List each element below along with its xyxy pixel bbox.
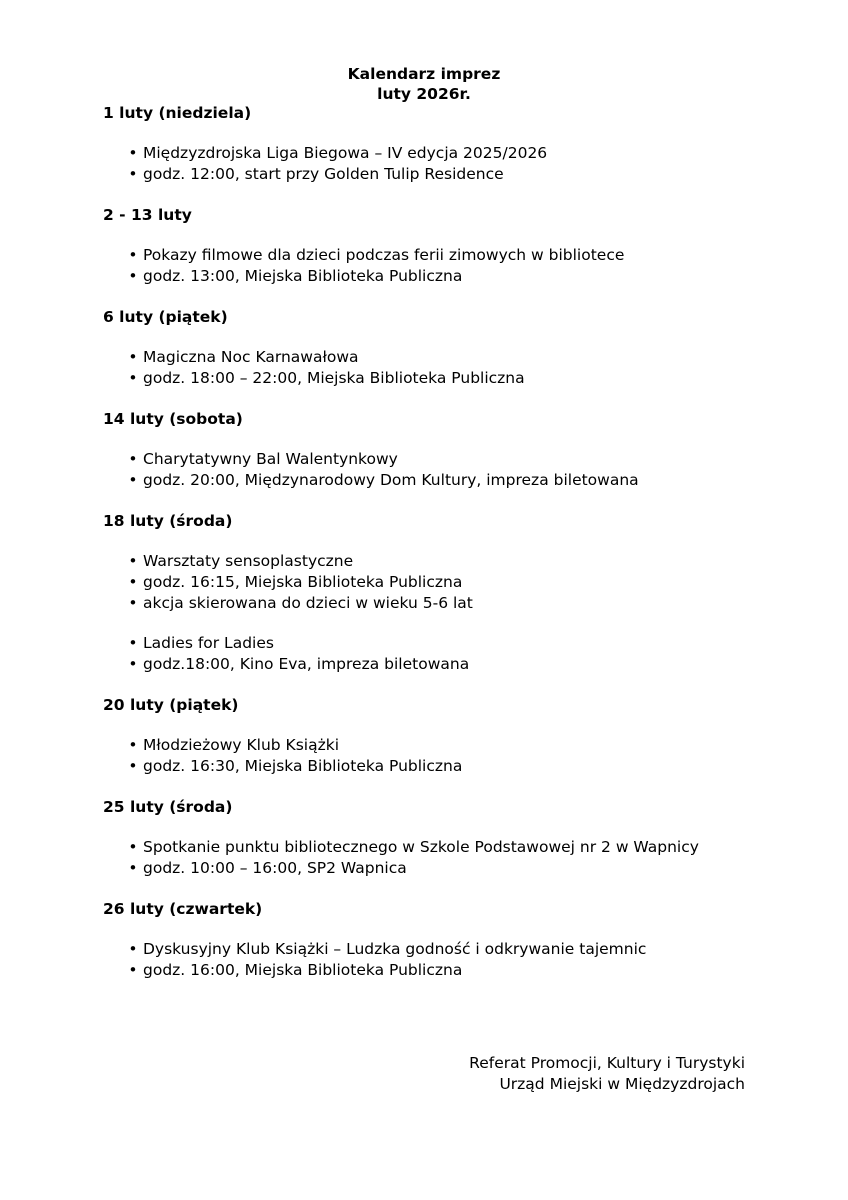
footer-signature: [469, 1053, 745, 1095]
event-detail: [103, 470, 803, 491]
footer-line-2: Urząd Miejski w Międzyzdrojach: [499, 1075, 745, 1093]
date-heading: 1 luty (niedziela): [103, 104, 252, 122]
date-section: [103, 510, 803, 675]
event-detail: [103, 837, 803, 858]
bullet-icon: •: [128, 450, 138, 468]
date-section: [103, 898, 803, 981]
event-detail: [103, 633, 803, 654]
bullet-icon: •: [128, 165, 138, 183]
date-heading: 26 luty (czwartek): [103, 900, 263, 918]
bullet-icon: •: [128, 655, 138, 673]
event-detail: [103, 245, 803, 266]
event-list: [103, 347, 803, 389]
title-line-2: luty 2026r.: [377, 85, 471, 103]
bullet-icon: •: [128, 961, 138, 979]
event-detail-text: godz. 10:00 – 16:00, SP2 Wapnica: [143, 859, 407, 877]
date-heading: 20 luty (piątek): [103, 696, 239, 714]
date-heading: 2 - 13 luty: [103, 206, 192, 224]
bullet-icon: •: [128, 348, 138, 366]
event-list: [103, 551, 803, 614]
event-list: [103, 449, 803, 491]
event-detail: [103, 858, 803, 879]
event-detail-text: Warsztaty sensoplastyczne: [143, 552, 354, 570]
bullet-icon: •: [128, 267, 138, 285]
event-detail-text: Dyskusyjny Klub Książki – Ludzka godność i odkrywanie tajemnic: [143, 940, 647, 958]
bullet-icon: •: [128, 736, 138, 754]
bullet-icon: •: [128, 757, 138, 775]
event-detail: [103, 347, 803, 368]
event-calendar: [103, 102, 803, 1000]
date-section: [103, 102, 803, 185]
event-list: [103, 245, 803, 287]
event-detail-text: Międzyzdrojska Liga Biegowa – IV edycja 2025/2026: [143, 144, 548, 162]
event-detail-text: godz. 16:00, Miejska Biblioteka Publiczna: [143, 961, 463, 979]
bullet-icon: •: [128, 634, 138, 652]
event-detail-text: Pokazy filmowe dla dzieci podczas ferii zimowych w bibliotece: [143, 246, 625, 264]
date-section: [103, 408, 803, 491]
page-title: [0, 64, 848, 104]
bullet-icon: •: [128, 594, 138, 612]
event-detail-text: Spotkanie punktu bibliotecznego w Szkole Podstawowej nr 2 w Wapnicy: [143, 838, 699, 856]
event-detail-text: godz. 12:00, start przy Golden Tulip Residence: [143, 165, 504, 183]
date-heading: 25 luty (środa): [103, 798, 233, 816]
bullet-icon: •: [128, 144, 138, 162]
bullet-icon: •: [128, 471, 138, 489]
event-detail: [103, 593, 803, 614]
bullet-icon: •: [128, 940, 138, 958]
event-list: [103, 837, 803, 879]
event-detail-text: godz. 13:00, Miejska Biblioteka Publiczna: [143, 267, 463, 285]
event-list: [103, 143, 803, 185]
bullet-icon: •: [128, 838, 138, 856]
event-detail: [103, 654, 803, 675]
bullet-icon: •: [128, 859, 138, 877]
bullet-icon: •: [128, 552, 138, 570]
date-section: [103, 204, 803, 287]
bullet-icon: •: [128, 369, 138, 387]
event-detail: [103, 735, 803, 756]
event-detail: [103, 266, 803, 287]
event-detail-text: godz. 16:30, Miejska Biblioteka Publiczna: [143, 757, 463, 775]
event-detail: [103, 960, 803, 981]
event-detail-text: Młodzieżowy Klub Książki: [143, 736, 339, 754]
footer-line-1: Referat Promocji, Kultury i Turystyki: [469, 1054, 745, 1072]
event-detail: [103, 756, 803, 777]
event-list: [103, 633, 803, 675]
bullet-icon: •: [128, 573, 138, 591]
title-line-1: Kalendarz imprez: [347, 65, 501, 83]
date-section: [103, 694, 803, 777]
event-list: [103, 735, 803, 777]
date-heading: 14 luty (sobota): [103, 410, 243, 428]
event-detail-text: Charytatywny Bal Walentynkowy: [143, 450, 398, 468]
event-detail: [103, 572, 803, 593]
event-detail-text: godz. 20:00, Międzynarodowy Dom Kultury, impreza biletowana: [143, 471, 639, 489]
bullet-icon: •: [128, 246, 138, 264]
date-heading: 18 luty (środa): [103, 512, 233, 530]
event-detail-text: Ladies for Ladies: [143, 634, 274, 652]
event-detail-text: akcja skierowana do dzieci w wieku 5-6 lat: [143, 594, 473, 612]
event-detail: [103, 368, 803, 389]
event-detail: [103, 551, 803, 572]
event-detail: [103, 164, 803, 185]
event-detail-text: godz. 18:00 – 22:00, Miejska Biblioteka Publiczna: [143, 369, 525, 387]
date-heading: 6 luty (piątek): [103, 308, 228, 326]
date-section: [103, 796, 803, 879]
event-list: [103, 939, 803, 981]
event-detail-text: godz.18:00, Kino Eva, impreza biletowana: [143, 655, 470, 673]
event-detail: [103, 143, 803, 164]
event-detail-text: Magiczna Noc Karnawałowa: [143, 348, 359, 366]
event-detail-text: godz. 16:15, Miejska Biblioteka Publiczna: [143, 573, 463, 591]
date-section: [103, 306, 803, 389]
event-detail: [103, 939, 803, 960]
event-detail: [103, 449, 803, 470]
